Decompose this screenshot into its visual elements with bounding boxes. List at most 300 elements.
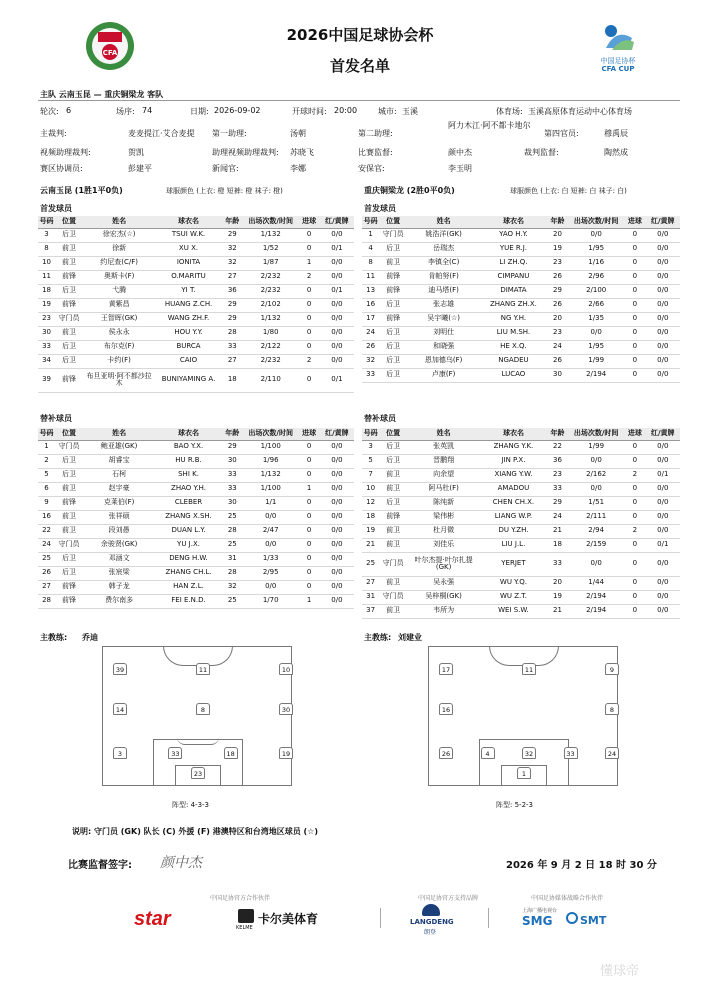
table-cell: 25: [222, 538, 243, 552]
table-cell: 弋腾: [83, 284, 156, 298]
kelme-icon: [238, 909, 254, 923]
table-cell: 后卫: [379, 242, 407, 256]
table-cell: 0/0: [646, 552, 680, 576]
partner2-label: 中国足协官方支持品牌: [417, 895, 478, 902]
player-jersey: 4: [481, 747, 495, 759]
table-cell: CLEBER: [155, 496, 221, 510]
divider: [488, 908, 489, 928]
table-header-row: [362, 216, 680, 228]
table-cell: 吴梓桐(GK): [407, 590, 480, 604]
table-cell: 26: [547, 298, 568, 312]
table-cell: 1/51: [568, 496, 624, 510]
penalty-arc: [177, 737, 219, 745]
home-team-name: 云南玉昆 (1胜1平0负): [40, 186, 123, 195]
table-row: [362, 228, 680, 242]
table-cell: 26: [547, 270, 568, 284]
table-cell: 守门员: [379, 552, 407, 576]
table-cell: 前卫: [55, 326, 83, 340]
table-cell: 9: [38, 496, 55, 510]
table-cell: 7: [362, 468, 379, 482]
table-cell: 张祥硕: [83, 510, 156, 524]
table-cell: 张志雄: [407, 298, 480, 312]
smt-icon: [566, 912, 578, 924]
table-cell: 0/0: [646, 510, 680, 524]
table-cell: 侯永永: [83, 326, 156, 340]
table-cell: 0: [298, 552, 319, 566]
table-cell: 0: [624, 228, 645, 242]
table-cell: 叶尔杰提·叶尔扎提(GK): [407, 552, 480, 576]
table-cell: 前卫: [55, 256, 83, 270]
table-cell: 16: [362, 298, 379, 312]
table-cell: 张宸梁: [83, 566, 156, 580]
player-jersey: 11: [196, 663, 210, 675]
column-header: 姓名: [407, 216, 480, 228]
table-cell: 余骏贤(GK): [83, 538, 156, 552]
table-cell: 2/194: [568, 590, 624, 604]
table-cell: 18: [38, 284, 55, 298]
table-cell: 0: [624, 538, 645, 552]
table-cell: 克莱伯(F): [83, 496, 156, 510]
table-cell: 恩加德乌(F): [407, 354, 480, 368]
table-header-row: [362, 428, 680, 440]
column-header: 位置: [379, 216, 407, 228]
table-cell: 2/232: [243, 354, 299, 368]
brand-langdeng-sub: 朗登: [424, 929, 437, 936]
table-cell: 29: [547, 496, 568, 510]
security-label: 安保官:: [358, 164, 385, 173]
goalkeeper-jersey: 1: [517, 767, 531, 779]
table-cell: 守门员: [379, 590, 407, 604]
table-cell: 29: [547, 284, 568, 298]
table-cell: 1/80: [243, 326, 299, 340]
home-coach-label: 主教练:: [40, 633, 68, 642]
table-cell: 后卫: [55, 468, 83, 482]
table-cell: 27: [38, 580, 55, 594]
table-cell: 10: [38, 256, 55, 270]
avar-value: 苏晓飞: [290, 148, 314, 157]
table-cell: JIN P.X.: [480, 454, 547, 468]
table-cell: 向余望: [407, 468, 480, 482]
table-cell: 1/95: [568, 242, 624, 256]
player-jersey: 32: [522, 747, 536, 759]
table-cell: 33: [547, 552, 568, 576]
brand-star: star: [134, 908, 171, 930]
brand-smt: SMT: [580, 914, 607, 927]
table-cell: 1/100: [243, 482, 299, 496]
table-cell: BURCA: [155, 340, 221, 354]
table-cell: 19: [547, 590, 568, 604]
table-cell: 杜月微: [407, 524, 480, 538]
table-cell: YUE R.J.: [480, 242, 547, 256]
table-row: [38, 312, 354, 326]
table-cell: 石柯: [83, 468, 156, 482]
table-row: [38, 566, 354, 580]
table-cell: 2/194: [568, 368, 624, 382]
table-cell: 0/0: [320, 228, 354, 242]
table-cell: 0/0: [646, 354, 680, 368]
table-cell: 28: [222, 524, 243, 538]
table-cell: 2: [298, 270, 319, 284]
table-cell: CIMPANU: [480, 270, 547, 284]
table-cell: 1/87: [243, 256, 299, 270]
table-cell: 29: [222, 312, 243, 326]
table-row: [362, 354, 680, 368]
table-cell: 0/0: [320, 496, 354, 510]
player-jersey: 3: [113, 747, 127, 759]
table-row: [362, 242, 680, 256]
table-cell: 29: [222, 298, 243, 312]
table-cell: 0/1: [320, 242, 354, 256]
table-row: [362, 454, 680, 468]
player-jersey: 10: [279, 663, 293, 675]
table-cell: LIANG W.P.: [480, 510, 547, 524]
table-cell: 10: [362, 482, 379, 496]
table-cell: 1/99: [568, 354, 624, 368]
table-cell: 0: [298, 454, 319, 468]
table-cell: 12: [362, 496, 379, 510]
table-cell: DUAN L.Y.: [155, 524, 221, 538]
table-row: [362, 284, 680, 298]
page-subtitle: 首发名单: [329, 57, 390, 75]
player-jersey: 9: [605, 663, 619, 675]
table-cell: 5: [362, 454, 379, 468]
sign-datetime: 2026 年 9 月 2 日 18 时 30 分: [506, 860, 657, 871]
table-cell: 0/0: [646, 326, 680, 340]
table-cell: 0/0: [646, 228, 680, 242]
table-row: [362, 524, 680, 538]
column-header: 红/黄牌: [646, 428, 680, 440]
table-cell: ZHANG X.SH.: [155, 510, 221, 524]
table-cell: 0/0: [320, 440, 354, 454]
table-cell: 2/94: [568, 524, 624, 538]
table-cell: 31: [222, 552, 243, 566]
brand-kelme: 卡尔美体育: [258, 912, 319, 926]
kickoff-label: 开球时间:: [292, 107, 327, 116]
table-cell: 33: [362, 368, 379, 382]
column-header: 红/黄牌: [320, 216, 354, 228]
table-cell: AMADOU: [480, 482, 547, 496]
table-cell: 前锋: [379, 270, 407, 284]
venue-no-value: 74: [142, 106, 153, 115]
table-row: [362, 256, 680, 270]
table-cell: 0: [298, 298, 319, 312]
table-cell: 33: [547, 482, 568, 496]
var-label: 视频助理裁判:: [40, 148, 91, 157]
table-row: [362, 326, 680, 340]
table-cell: 守门员: [379, 228, 407, 242]
table-row: [362, 538, 680, 552]
table-row: [362, 468, 680, 482]
table-cell: 后卫: [55, 284, 83, 298]
table-cell: 21: [547, 604, 568, 618]
table-row: [38, 242, 354, 256]
table-cell: XIANG Y.W.: [480, 468, 547, 482]
table-cell: 30: [38, 326, 55, 340]
table-cell: ZHANG ZH.X.: [480, 298, 547, 312]
table-cell: 0/0: [320, 256, 354, 270]
table-cell: 1/35: [568, 312, 624, 326]
table-cell: 0/0: [646, 604, 680, 618]
table-cell: 32: [222, 256, 243, 270]
table-cell: LUCAO: [480, 368, 547, 382]
table-cell: 前卫: [379, 468, 407, 482]
table-row: [38, 552, 354, 566]
table-cell: 0/0: [646, 340, 680, 354]
divider: [380, 908, 381, 928]
table-cell: 1/70: [243, 594, 299, 608]
goalkeeper-jersey: 23: [191, 767, 205, 779]
table-cell: 奥斯卡(F): [83, 270, 156, 284]
table-cell: 前锋: [55, 496, 83, 510]
table-cell: 26: [547, 354, 568, 368]
column-header: 位置: [55, 428, 83, 440]
player-jersey: 8: [605, 703, 619, 715]
table-cell: 11: [38, 270, 55, 284]
table-cell: 36: [547, 454, 568, 468]
fourth-value: 穆禹辰: [604, 129, 628, 138]
table-cell: BAO Y.X.: [155, 440, 221, 454]
table-cell: 16: [38, 510, 55, 524]
table-cell: 18: [362, 510, 379, 524]
table-header-row: [38, 428, 354, 440]
table-cell: 29: [222, 228, 243, 242]
table-cell: HUANG Z.CH.: [155, 298, 221, 312]
table-cell: 0/1: [320, 284, 354, 298]
table-cell: BUNIYAMING A.: [155, 368, 221, 392]
table-cell: 29: [222, 440, 243, 454]
table-cell: WEI S.W.: [480, 604, 547, 618]
table-cell: 34: [38, 354, 55, 368]
table-cell: 0/0: [320, 354, 354, 368]
table-cell: 2/122: [243, 340, 299, 354]
table-cell: ZHAO Y.H.: [155, 482, 221, 496]
column-header: 红/黄牌: [646, 216, 680, 228]
table-cell: 32: [222, 242, 243, 256]
table-row: [38, 510, 354, 524]
table-cell: 20: [547, 312, 568, 326]
table-cell: 前锋: [55, 594, 83, 608]
table-cell: 0/0: [568, 482, 624, 496]
table-cell: 迪马塔(F): [407, 284, 480, 298]
column-header: 球衣名: [480, 216, 547, 228]
table-cell: CAIO: [155, 354, 221, 368]
table-cell: HE X.Q.: [480, 340, 547, 354]
table-cell: 前卫: [55, 510, 83, 524]
table-cell: 1/132: [243, 312, 299, 326]
table-cell: 0: [624, 312, 645, 326]
away-team-name: 重庆铜梁龙 (2胜0平0负): [364, 186, 455, 195]
table-cell: 1/99: [568, 440, 624, 454]
avar-label: 助理视频助理裁判:: [212, 148, 279, 157]
table-cell: 2/110: [243, 368, 299, 392]
table-cell: 前卫: [379, 576, 407, 590]
table-cell: 前卫: [379, 524, 407, 538]
table-cell: 0/0: [243, 510, 299, 524]
ar1-value: 汤朝: [290, 129, 306, 138]
round-label: 轮次:: [40, 107, 59, 116]
table-cell: HOU Y.Y.: [155, 326, 221, 340]
table-cell: 2/194: [568, 604, 624, 618]
table-cell: 0: [298, 326, 319, 340]
home-subs-heading: 替补球员: [40, 414, 72, 423]
table-cell: 徐宏杰(☆): [83, 228, 156, 242]
table-cell: 25: [38, 552, 55, 566]
cup-label-cn: 中国足协杯: [600, 57, 636, 65]
table-cell: 后卫: [379, 368, 407, 382]
table-cell: 0: [298, 510, 319, 524]
table-cell: 0/0: [320, 566, 354, 580]
supervisor-label: 比赛监督:: [358, 148, 393, 157]
table-cell: NGADEU: [480, 354, 547, 368]
table-cell: 韦所为: [407, 604, 480, 618]
table-cell: 0/0: [320, 524, 354, 538]
away-coach-label: 主教练:: [364, 633, 392, 642]
table-cell: DU Y.ZH.: [480, 524, 547, 538]
table-cell: 前锋: [379, 312, 407, 326]
press-label: 新闻官:: [212, 164, 239, 173]
table-cell: 前锋: [379, 284, 407, 298]
table-cell: 0: [624, 576, 645, 590]
table-cell: 0: [298, 312, 319, 326]
table-cell: 0/0: [646, 242, 680, 256]
brand-kelme-sub: KELME: [236, 925, 253, 931]
ref-supervisor-value: 陶然成: [604, 148, 628, 157]
table-cell: 25: [362, 552, 379, 576]
column-header: 球衣名: [155, 216, 221, 228]
table-cell: 25: [222, 510, 243, 524]
player-jersey: 8: [196, 703, 210, 715]
table-cell: 前锋: [379, 510, 407, 524]
table-cell: 梁伟彬: [407, 510, 480, 524]
watermark: 懂球帝: [600, 964, 640, 979]
table-cell: 22: [547, 440, 568, 454]
table-cell: 后卫: [379, 340, 407, 354]
table-cell: 19: [547, 242, 568, 256]
table-cell: 21: [362, 538, 379, 552]
table-cell: 徐新: [83, 242, 156, 256]
table-cell: 5: [38, 468, 55, 482]
table-cell: 前卫: [379, 538, 407, 552]
table-cell: 前卫: [379, 482, 407, 496]
table-cell: 33: [38, 340, 55, 354]
ar1-label: 第一助理:: [212, 129, 247, 138]
table-cell: 0/0: [646, 576, 680, 590]
table-cell: 24: [38, 538, 55, 552]
table-cell: XU X.: [155, 242, 221, 256]
table-cell: 0/0: [568, 454, 624, 468]
table-row: [38, 256, 354, 270]
table-row: [362, 270, 680, 284]
table-row: [38, 270, 354, 284]
table-cell: 18: [547, 538, 568, 552]
press-value: 李娜: [290, 164, 306, 173]
table-cell: 2/95: [243, 566, 299, 580]
table-cell: 黄紫昌: [83, 298, 156, 312]
player-jersey: 24: [605, 747, 619, 759]
column-header: 号码: [38, 428, 55, 440]
table-cell: 30: [222, 454, 243, 468]
player-jersey: 26: [439, 747, 453, 759]
table-cell: 2/47: [243, 524, 299, 538]
divider: [38, 100, 680, 101]
table-row: [362, 604, 680, 618]
referee-value: 麦麦提江·艾合麦提: [128, 129, 195, 138]
table-cell: 0: [624, 454, 645, 468]
table-cell: 1: [298, 594, 319, 608]
table-row: [362, 312, 680, 326]
table-cell: NG Y.H.: [480, 312, 547, 326]
table-cell: 39: [38, 368, 55, 392]
table-cell: 2/66: [568, 298, 624, 312]
table-cell: 0/0: [320, 468, 354, 482]
away-subs-heading: 替补球员: [364, 414, 396, 423]
table-cell: 3: [362, 440, 379, 454]
table-cell: WU Z.T.: [480, 590, 547, 604]
table-cell: 韩子龙: [83, 580, 156, 594]
langdeng-icon: [422, 904, 440, 916]
table-cell: 0/0: [320, 482, 354, 496]
table-cell: 前卫: [379, 256, 407, 270]
table-cell: 前卫: [55, 242, 83, 256]
table-cell: LI ZH.Q.: [480, 256, 547, 270]
table-cell: 23: [547, 256, 568, 270]
teams-line: 主队 云南玉昆 — 重庆铜梁龙 客队: [40, 90, 164, 99]
table-cell: 卢康(F): [407, 368, 480, 382]
table-cell: 阿马杜(F): [407, 482, 480, 496]
table-cell: 19: [362, 524, 379, 538]
table-cell: 1/132: [243, 228, 299, 242]
table-cell: 36: [222, 284, 243, 298]
cfa-badge-text: CFA: [102, 49, 118, 57]
table-cell: 1: [298, 256, 319, 270]
table-row: [38, 580, 354, 594]
table-cell: 13: [362, 284, 379, 298]
table-cell: 2/96: [568, 270, 624, 284]
away-starters-table: [362, 216, 680, 383]
table-cell: 0: [298, 496, 319, 510]
away-formation: 阵型: 5-2-3: [496, 801, 533, 809]
table-cell: 27: [362, 576, 379, 590]
table-cell: ZHANG CH.L.: [155, 566, 221, 580]
table-cell: 后卫: [379, 298, 407, 312]
table-cell: 24: [547, 340, 568, 354]
table-cell: 17: [362, 312, 379, 326]
table-row: [38, 440, 354, 454]
table-cell: O.MARITU: [155, 270, 221, 284]
table-cell: 0: [298, 440, 319, 454]
table-cell: ZHANG Y.K.: [480, 440, 547, 454]
column-header: 姓名: [407, 428, 480, 440]
table-cell: 18: [222, 368, 243, 392]
ref-supervisor-label: 裁判监督:: [524, 148, 559, 157]
column-header: 出场次数/时间: [243, 428, 299, 440]
table-cell: 0/0: [646, 256, 680, 270]
column-header: 位置: [55, 216, 83, 228]
table-cell: 2: [624, 524, 645, 538]
table-row: [362, 590, 680, 604]
table-cell: 费尔南多: [83, 594, 156, 608]
away-subs-table: [362, 428, 680, 619]
table-cell: 守门员: [55, 440, 83, 454]
table-cell: 赵宇豪: [83, 482, 156, 496]
table-cell: 0/0: [646, 454, 680, 468]
stadium-value: 玉溪高原体育运动中心体育场: [528, 107, 632, 116]
player-jersey: 11: [522, 663, 536, 675]
table-cell: 0/0: [646, 312, 680, 326]
table-cell: 后卫: [379, 326, 407, 340]
table-cell: 0/1: [646, 468, 680, 482]
home-subs-table: [38, 428, 354, 609]
